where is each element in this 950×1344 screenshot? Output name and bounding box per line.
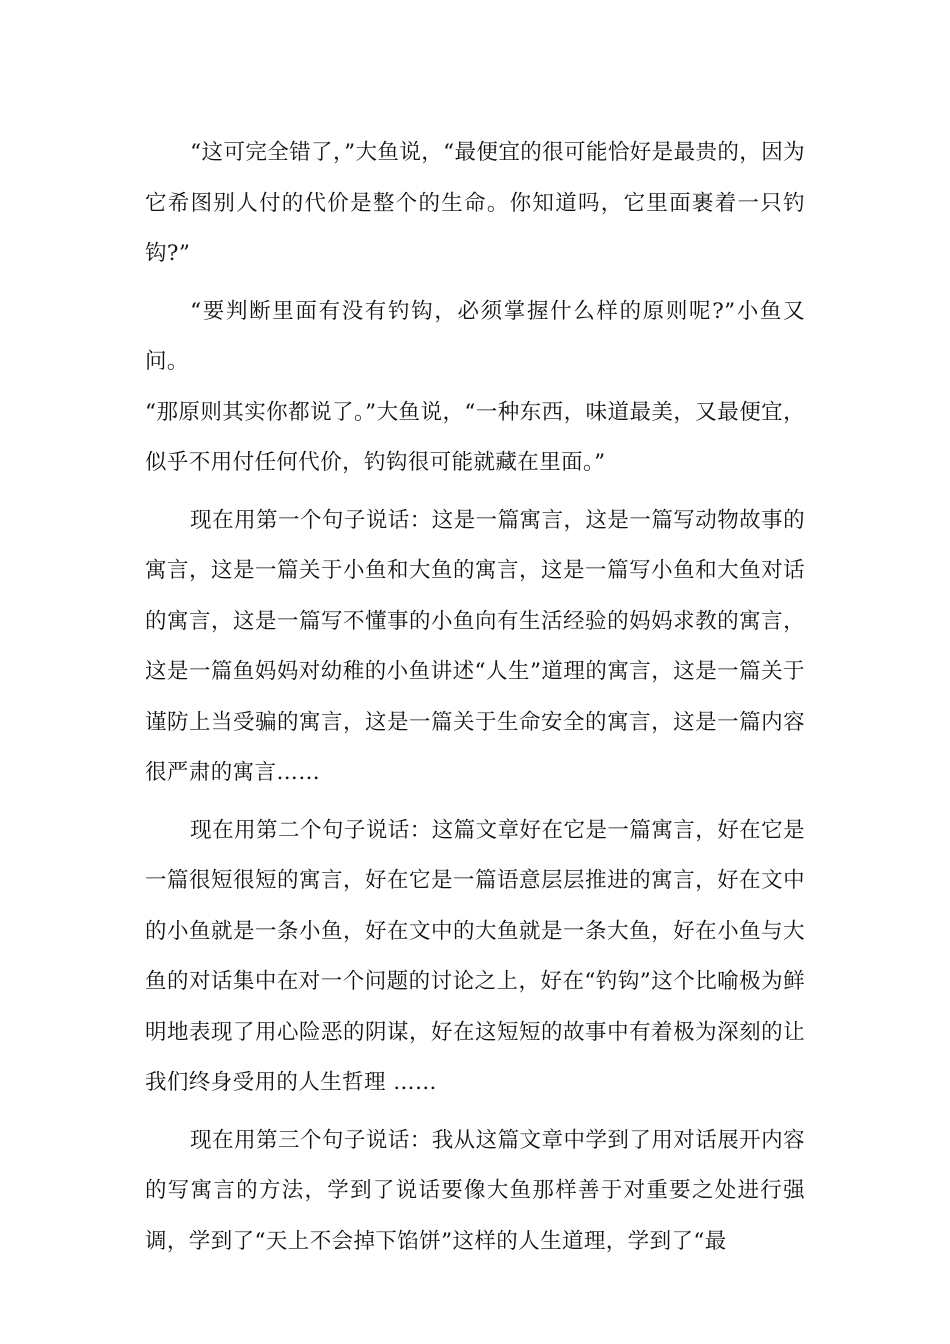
paragraph-first-sentence: 现在用第一个句子说话：这是一篇寓言，这是一篇写动物故事的寓言，这是一篇关于小鱼和大鱼的寓言，这是一篇写小鱼和大鱼对话的寓言，这是一篇写不懂事的小鱼向有生活经验的妈妈求教的寓言，这是一篇鱼妈妈对幼稚的小鱼讲述“人生”道理的寓言，这是一篇关于谨防上当受骗的寓言，这是一篇关于生命安全的寓言，这是一篇内容很严肃的寓言…… bbox=[145, 507, 805, 785]
paragraph-second-sentence: 现在用第二个句子说话：这篇文章好在它是一篇寓言，好在它是一篇很短很短的寓言，好在它是一篇语意层层推进的寓言，好在文中的小鱼就是一条小鱼，好在文中的大鱼就是一条大鱼，好在小鱼与大鱼的对话集中在对一个问题的讨论之上，好在“钓钩”这个比喻极为鲜明地表现了用心险恶的阴谋，好在这短短的故事中有着极为深刻的让我们终身受用的人生哲理 …… bbox=[145, 817, 805, 1095]
paragraph-big-fish-principle: “那原则其实你都说了。”大鱼说，“一种东西，味道最美，又最便宜，似乎不用付任何代价，钓钩很可能就藏在里面。” bbox=[145, 399, 805, 475]
paragraph-third-sentence: 现在用第三个句子说话：我从这篇文章中学到了用对话展开内容的写寓言的方法，学到了说话要像大鱼那样善于对重要之处进行强调，学到了“天上不会掉下馅饼”这样的人生道理，学到了“最 bbox=[145, 1127, 805, 1254]
paragraph-big-fish-reply: “这可完全错了，”大鱼说，“最便宜的很可能恰好是最贵的，因为它希图别人付的代价是整个的生命。你知道吗，它里面裹着一只钓钩?” bbox=[145, 140, 805, 266]
document-body bbox=[145, 128, 805, 1267]
paragraph-small-fish-question: “要判断里面有没有钓钩，必须掌握什么样的原则呢?”小鱼又问。 bbox=[145, 298, 805, 374]
